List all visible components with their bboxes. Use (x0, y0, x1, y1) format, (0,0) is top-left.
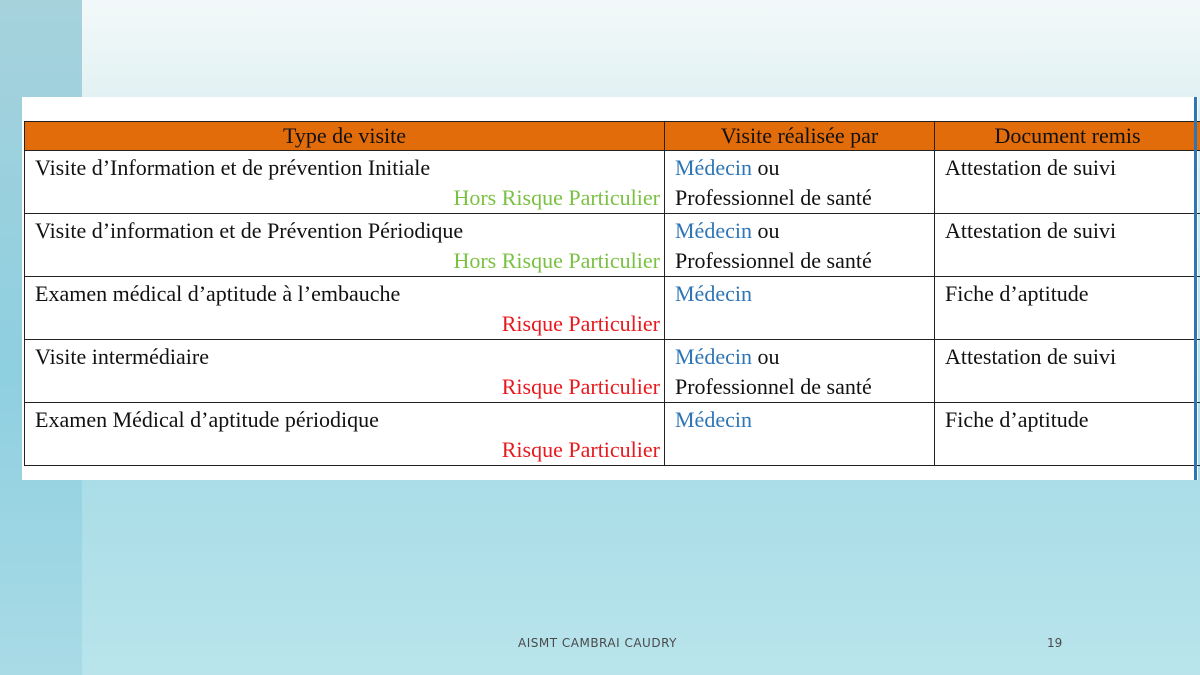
visit-type-cell (25, 151, 665, 214)
risk-label: Risque Particulier (501, 437, 660, 462)
document-cell: Attestation de suivi (935, 340, 1200, 403)
background-mist (82, 0, 1200, 110)
table-row (25, 403, 1200, 466)
visit-name: Examen Médical d’aptitude périodique (35, 407, 379, 432)
connector-label: ou (751, 218, 780, 243)
performed-by-cell (665, 403, 935, 466)
performed-by-cell (665, 340, 935, 403)
risk-label: Hors Risque Particulier (453, 185, 660, 210)
risk-label: Risque Particulier (501, 374, 660, 399)
footer-organization (0, 636, 1200, 650)
header-document-remis: Document remis (935, 122, 1200, 151)
visits-table (24, 121, 1200, 466)
footer-organization-label: AISMT CAMBRAI CAUDRY (518, 636, 677, 650)
document-cell: Fiche d’aptitude (935, 403, 1200, 466)
medecin-label: Médecin (675, 344, 752, 369)
document-cell: Attestation de suivi (935, 151, 1200, 214)
page-number: 19 (1047, 636, 1063, 650)
visit-name: Visite intermédiaire (35, 344, 210, 369)
visit-name: Visite d’Information et de prévention Initiale (35, 155, 431, 180)
other-professional-label: Professionnel de santé (675, 185, 872, 210)
medecin-label: Médecin (675, 218, 752, 243)
risk-label: Hors Risque Particulier (453, 248, 660, 273)
document-cell: Attestation de suivi (935, 214, 1200, 277)
other-professional-label: Professionnel de santé (675, 374, 872, 399)
visit-type-cell (25, 214, 665, 277)
header-visite-realisee-par: Visite réalisée par (665, 122, 935, 151)
medecin-label: Médecin (675, 155, 752, 180)
medecin-label: Médecin (675, 407, 752, 432)
table-row (25, 151, 1200, 214)
header-type-de-visite: Type de visite (25, 122, 665, 151)
table-row (25, 214, 1200, 277)
table-header-row (25, 122, 1200, 151)
table-panel (22, 97, 1198, 480)
other-professional-label: Professionnel de santé (675, 248, 872, 273)
document-cell: Fiche d’aptitude (935, 277, 1200, 340)
right-accent-bar (1194, 97, 1197, 480)
medecin-label: Médecin (675, 281, 752, 306)
risk-label: Risque Particulier (501, 311, 660, 336)
performed-by-cell (665, 151, 935, 214)
connector-label: ou (751, 155, 780, 180)
performed-by-cell (665, 214, 935, 277)
visit-type-cell (25, 277, 665, 340)
visit-name: Examen médical d’aptitude à l’embauche (35, 281, 401, 306)
table-row (25, 340, 1200, 403)
connector-label: ou (751, 344, 780, 369)
performed-by-cell (665, 277, 935, 340)
visit-type-cell (25, 340, 665, 403)
visit-type-cell (25, 403, 665, 466)
table-row (25, 277, 1200, 340)
visit-name: Visite d’information et de Prévention Périodique (35, 218, 464, 243)
